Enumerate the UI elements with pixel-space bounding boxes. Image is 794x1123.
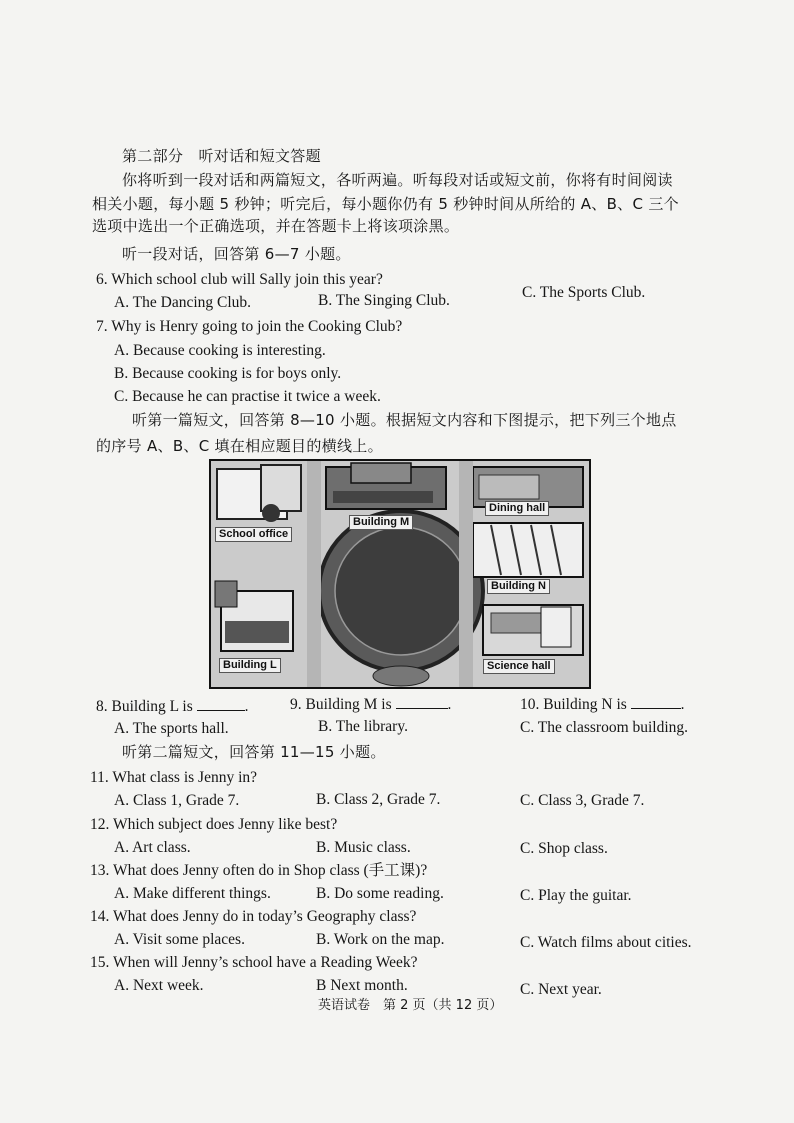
question-13-option-c: C. Play the guitar. [520,887,632,904]
instruction-line-3: 选项中选出一个正确选项，并在答题卡上将该项涂黑。 [92,217,460,235]
section2-instruction-2: 的序号 A、B、C 填在相应题目的横线上。 [96,437,383,455]
map-label-dining-hall: Dining hall [485,501,549,516]
question-13: 13. What does Jenny often do in Shop class (手工课)? [90,862,428,879]
map-label-building-m: Building M [349,515,413,530]
question-12-option-b: B. Music class. [316,839,411,856]
question-15: 15. When will Jenny’s school have a Reading Week? [90,954,418,971]
question-14-option-c: C. Watch films about cities. [520,934,692,951]
question-14-option-b: B. Work on the map. [316,931,445,948]
section2-instruction-1: 听第一篇短文，回答第 8—10 小题。根据短文内容和下图提示，把下列三个地点 [132,411,677,429]
question-14: 14. What does Jenny do in today’s Geography class? [90,908,417,925]
map-label-building-n: Building N [487,579,550,594]
question-8-text: 8. Building L is [96,698,193,715]
section3-instruction: 听第二篇短文，回答第 11—15 小题。 [122,743,386,761]
question-10-text: 10. Building N is [520,696,627,713]
instruction-line-1: 你将听到一段对话和两篇短文，各听两遍。听每段对话或短文前，你将有时间阅读 [122,171,673,189]
map-label-school-office: School office [215,527,292,542]
question-13-option-b: B. Do some reading. [316,885,444,902]
page-footer: 英语试卷 第 2 页（共 12 页） [318,998,503,1013]
question-6-option-b: B. The Singing Club. [318,292,450,309]
question-10-end: . [680,696,685,713]
question-12-option-c: C. Shop class. [520,840,608,857]
question-15-option-c: C. Next year. [520,981,602,998]
question-10-blank[interactable] [631,694,681,709]
question-12-option-a: A. Art class. [114,839,191,856]
question-11-option-b: B. Class 2, Grade 7. [316,791,441,808]
instruction-line-2: 相关小题，每小题 5 秒钟；听完后，每小题你仍有 5 秒钟时间从所给的 A、B、C 三个 [92,195,679,213]
question-8-blank[interactable] [197,696,245,711]
question-6-option-a: A. The Dancing Club. [114,294,252,311]
section1-instruction: 听一段对话，回答第 6—7 小题。 [122,245,351,263]
question-6-option-c: C. The Sports Club. [522,284,646,301]
questions-8-10-option-c: C. The classroom building. [520,719,689,736]
question-12: 12. Which subject does Jenny like best? [90,816,338,833]
question-7-option-b: B. Because cooking is for boys only. [114,365,342,382]
question-9-text: 9. Building M is [290,696,392,713]
question-11-option-a: A. Class 1, Grade 7. [114,792,240,809]
question-9-blank[interactable] [396,694,448,709]
map-label-science-hall: Science hall [483,659,555,674]
question-9 [290,694,451,715]
question-7-option-a: A. Because cooking is interesting. [114,342,326,359]
question-15-option-a: A. Next week. [114,977,204,994]
part-header: 第二部分 听对话和短文答题 [122,147,321,165]
question-10 [520,694,685,715]
question-8-end: . [244,698,249,715]
question-13-option-a: A. Make different things. [114,885,271,902]
question-8 [96,696,249,717]
question-9-end: . [447,696,452,713]
question-11-option-c: C. Class 3, Grade 7. [520,792,645,809]
questions-8-10-option-b: B. The library. [318,718,408,735]
campus-map-drawing [211,461,589,687]
question-14-option-a: A. Visit some places. [114,931,245,948]
questions-8-10-option-a: A. The sports hall. [114,720,229,737]
question-11: 11. What class is Jenny in? [90,769,258,786]
campus-map [209,459,591,689]
question-7-option-c: C. Because he can practise it twice a week. [114,388,381,405]
question-7: 7. Why is Henry going to join the Cooking Club? [96,318,403,335]
question-6: 6. Which school club will Sally join this year? [96,271,383,288]
map-label-building-l: Building L [219,658,281,673]
question-15-option-b: B Next month. [316,977,408,994]
